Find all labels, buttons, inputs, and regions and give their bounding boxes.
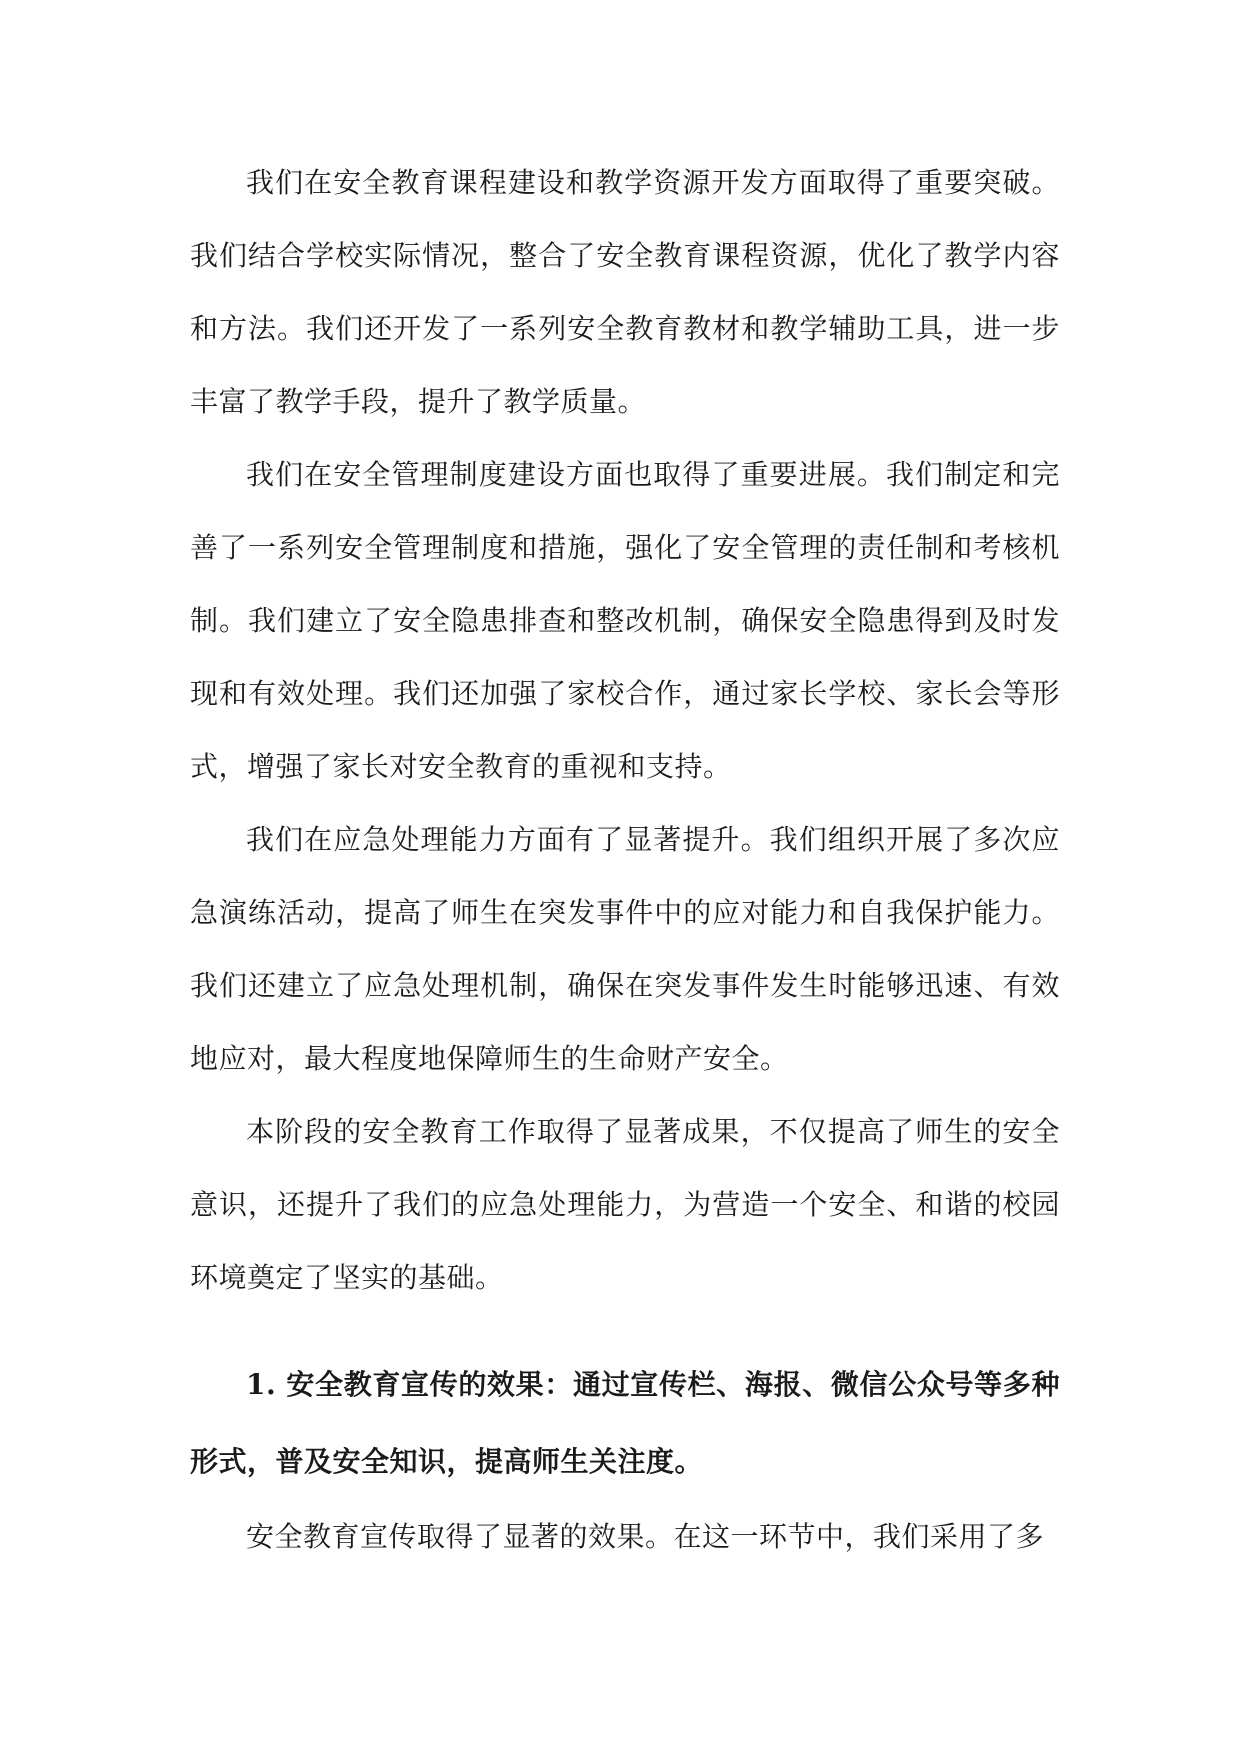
paragraph-summary: 本阶段的安全教育工作取得了显著成果，不仅提高了师生的安全意识，还提升了我们的应急处理能力，为营造一个安全、和谐的校园环境奠定了坚实的基础。 (190, 1115, 1060, 1294)
paragraph-management-system: 我们在安全管理制度建设方面也取得了重要进展。我们制定和完善了一系列安全管理制度和措施，强化了安全管理的责任制和考核机制。我们建立了安全隐患排查和整改机制，确保安全隐患得到及时发现和有效处理。我们还加强了家校合作，通过家长学校、家长会等形式，增强了家长对安全教育的重视和支持。 (190, 458, 1060, 783)
paragraph-curriculum: 我们在安全教育课程建设和教学资源开发方面取得了重要突破。我们结合学校实际情况，整合了安全教育课程资源，优化了教学内容和方法。我们还开发了一系列安全教育教材和教学辅助工具，进一步丰富了教学手段，提升了教学质量。 (190, 166, 1060, 418)
section-heading (190, 1346, 1060, 1500)
document-body (190, 146, 1060, 1573)
section-heading-text: 安全教育宣传的效果：通过宣传栏、海报、微信公众号等多种形式，普及安全知识，提高师生关注度。 (190, 1368, 1060, 1478)
paragraph-publicity: 安全教育宣传取得了显著的效果。在这一环节中，我们采用了多 (246, 1520, 1045, 1553)
paragraph-emergency-response: 我们在应急处理能力方面有了显著提升。我们组织开展了多次应急演练活动，提高了师生在突发事件中的应对能力和自我保护能力。我们还建立了应急处理机制，确保在突发事件发生时能够迅速、有效地应对，最大程度地保障师生的生命财产安全。 (190, 823, 1060, 1075)
section-number: 1. (246, 1368, 277, 1401)
